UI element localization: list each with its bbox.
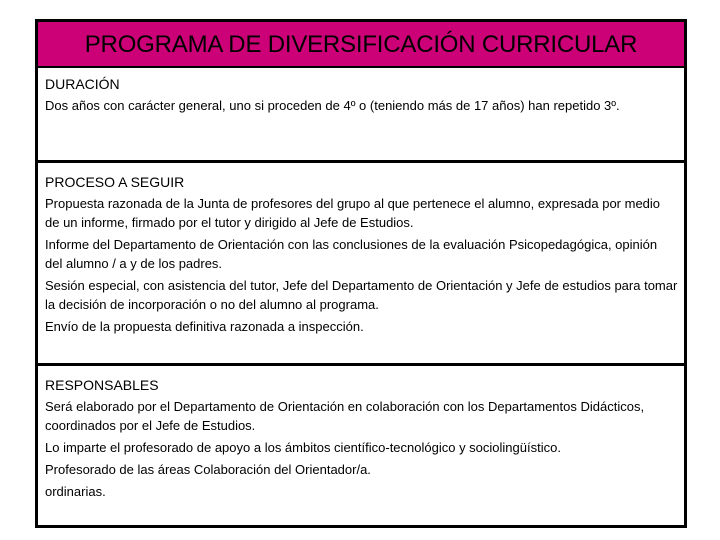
section-paragraph: Será elaborado por el Departamento de Orientación en colaboración con los Departamentos Didácticos, coordinados por el Jefe de Estudios.: [45, 399, 645, 433]
section-duracion: [38, 68, 684, 163]
section-paragraph: ordinarias.: [45, 484, 106, 499]
section-paragraph: Sesión especial, con asistencia del tutor, Jefe del Departamento de Orientación y Jefe de estudios para tomar la decisión de incorporación o no del alumno al programa.: [45, 278, 678, 312]
section-heading: DURACIÓN: [45, 76, 120, 92]
section-proceso: [38, 166, 684, 366]
section-paragraph: Dos años con carácter general, uno si proceden de 4º o (teniendo más de 17 años) han repetido 3º.: [45, 98, 620, 113]
section-paragraph: Profesorado de las áreas Colaboración del Orientador/a.: [45, 462, 371, 477]
section-paragraph: Lo imparte el profesorado de apoyo a los ámbitos científico-tecnológico y sociolingüístico.: [45, 440, 561, 455]
section-responsables: [38, 369, 684, 525]
section-heading: RESPONSABLES: [45, 377, 159, 393]
section-paragraph: Propuesta razonada de la Junta de profesores del grupo al que pertenece el alumno, expresada por medio de un informe, firmado por el tutor y dirigido al Jefe de Estudios.: [45, 196, 661, 230]
slide-title: PROGRAMA DE DIVERSIFICACIÓN CURRICULAR: [38, 22, 684, 68]
slide-frame: [35, 19, 687, 528]
section-heading: PROCESO A SEGUIR: [45, 174, 185, 190]
section-paragraph: Envío de la propuesta definitiva razonada a inspección.: [45, 319, 364, 334]
section-paragraph: Informe del Departamento de Orientación con las conclusiones de la evaluación Psicopedagógica, opinión del alumno / a y de los padres.: [45, 237, 658, 271]
